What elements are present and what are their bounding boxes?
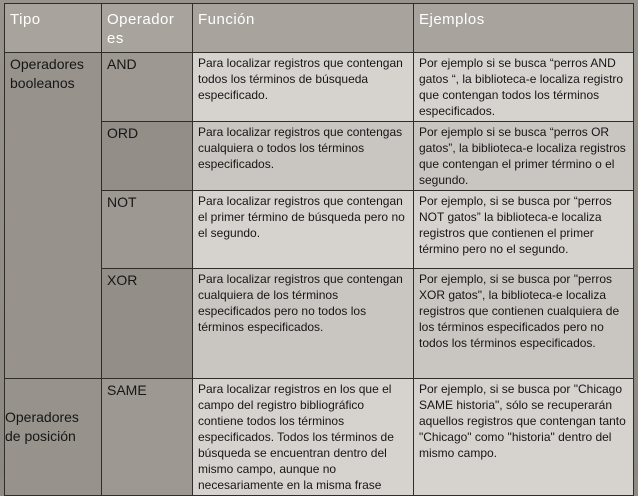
header-row (5, 4, 634, 53)
example-not: Por ejemplo, si se busca por “perros NOT gatos” la biblioteca-e localiza registros que contienen el primer término pero no el segundo. (414, 191, 634, 269)
header-tipo: Tipo (5, 4, 102, 53)
operator-not: NOT (102, 191, 193, 269)
type-booleanos: Operadores booleanos (5, 53, 102, 379)
example-same: Por ejemplo, si se busca por "Chicago SAME historia", sólo se recuperarán aquellos registros que contengan tanto "Chicago" como "historia" dentro del mismo campo. (414, 379, 634, 496)
function-ord: Para localizar registros que contengas cualquiera o todos los términos especificados. (193, 122, 414, 191)
function-same: Para localizar registros en los que el campo del registro bibliográfico contiene todos los términos especificados. Todos los términos de búsqueda se encuentran dentro del mismo campo, aunque no necesariamente en la misma frase (193, 379, 414, 496)
example-and: Por ejemplo si se busca “perros AND gatos “, la biblioteca-e localiza registro que contengan todos los términos especificados. (414, 53, 634, 122)
header-operador: Operador es (102, 4, 193, 53)
function-not: Para localizar registros que contengan el primer término de búsqueda pero no el segundo. (193, 191, 414, 269)
type-posicion: Operadores de posición (5, 409, 79, 444)
operators-table (4, 3, 634, 496)
function-xor: Para localizar registros que contengan cualquiera de los términos especificados pero no todos los términos especificados. (193, 269, 414, 379)
example-xor: Por ejemplo, si se busca por "perros XOR gatos", la biblioteca-e localiza registros que contienen cualquiera de los términos especificados pero no todos los términos especificados. (414, 269, 634, 379)
header-ejemplos: Ejemplos (414, 4, 634, 53)
operator-same: SAME (102, 379, 193, 496)
example-ord: Por ejemplo si se busca “perros OR gatos”, la biblioteca-e localiza registros que contengan el primer término o el segundo. (414, 122, 634, 191)
table-row (5, 53, 634, 122)
operator-xor: XOR (102, 269, 193, 379)
table-row (5, 379, 634, 496)
operator-ord: ORD (102, 122, 193, 191)
operator-and: AND (102, 53, 193, 122)
function-and: Para localizar registros que contengan todos los términos de búsqueda especificado. (193, 53, 414, 122)
header-funcion: Función (193, 4, 414, 53)
